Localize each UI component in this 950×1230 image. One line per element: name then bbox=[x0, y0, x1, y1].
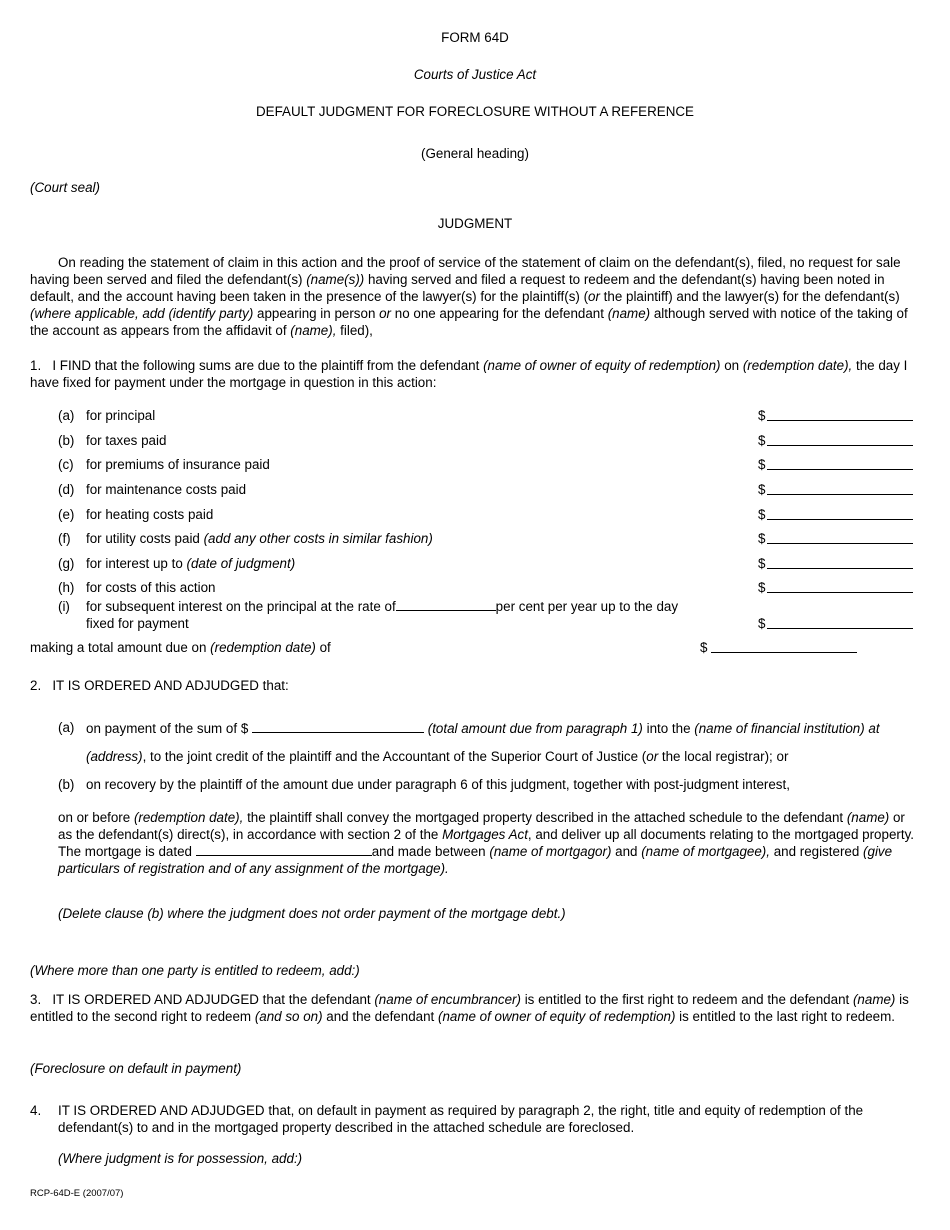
sum-row: (a) for principal $ bbox=[58, 407, 858, 424]
sum-row: (b) for taxes paid $ bbox=[58, 432, 858, 449]
conveyance-paragraph: on or before (redemption date), the plaintiff shall convey the mortgaged property described in the attached schedule to the defendant (name) or as the defendant(s) direct(s), in accordance with section 2 of the Mortgages Act, and deliver up all documents relating to the mortgaged property. The mortgage is dated and made between (name of mortgagor) and (name of mortgagee), and registered (give particulars of registration and of any assignment of the mortgage). bbox=[58, 810, 914, 876]
sum-row: (d) for maintenance costs paid $ bbox=[58, 481, 858, 498]
possession-note: (Where judgment is for possession, add:) bbox=[58, 1151, 303, 1166]
amount-field[interactable] bbox=[767, 543, 913, 544]
amount-field[interactable] bbox=[767, 445, 913, 446]
footer-form-code: RCP-64D-E (2007/07) bbox=[30, 1188, 124, 1199]
intro-paragraph: On reading the statement of claim in this action and the proof of service of the statement of claim on the defendant(s), filed, no request for sale having been served and filed the defendant(s) (name(s)) having served and filed a request to redeem and the defendant(s) having been noted in default, and the account having been taken in the presence of the lawyer(s) for the plaintiff(s) (or the plaintiff) and the lawyer(s) for the defendant(s) (where applicable, add (identify party) appearing in person or no one appearing for the defendant (name) although served with notice of the taking of the account as appears from the affidavit of (name), filed), bbox=[30, 255, 908, 338]
sum-row: (c) for premiums of insurance paid $ bbox=[58, 456, 858, 473]
paragraph-3: 3. IT IS ORDERED AND ADJUDGED that the defendant (name of encumbrancer) is entitled to the first right to redeem and the defendant (name) is entitled to the second right to redeem (and so on) and the defendant (name of owner of equity of redemption) is entitled to the last right to redeem. bbox=[30, 992, 909, 1024]
total-row: making a total amount due on (redemption date) of $ bbox=[30, 639, 860, 656]
payment-sum-field[interactable] bbox=[252, 714, 424, 733]
paragraph-1: 1. I FIND that the following sums are due to the plaintiff from the defendant (name of owner of equity of redemption) on (redemption date), the day I have fixed for payment under the mortgage in question in this action: bbox=[30, 358, 908, 390]
amount-field[interactable] bbox=[767, 519, 913, 520]
multiple-redeem-note: (Where more than one party is entitled to redeem, add:) bbox=[30, 963, 360, 978]
judgment-heading: JUDGMENT bbox=[437, 216, 513, 231]
sum-row: (e) for heating costs paid $ bbox=[58, 506, 858, 523]
mortgage-date-field[interactable] bbox=[196, 843, 372, 856]
sum-row-subsequent-interest: (i) for subsequent interest on the principal at the rate of per cent per year up to the day fixed for payment $ bbox=[58, 598, 858, 632]
sum-row: (f) for utility costs paid (add any other costs in similar fashion) $ bbox=[58, 530, 858, 547]
amount-field[interactable] bbox=[767, 592, 913, 593]
document-title: DEFAULT JUDGMENT FOR FORECLOSURE WITHOUT A REFERENCE bbox=[256, 104, 694, 119]
amount-field[interactable] bbox=[767, 469, 913, 470]
sum-row: (h) for costs of this action $ bbox=[58, 579, 858, 596]
sum-row: (g) for interest up to (date of judgment) $ bbox=[58, 555, 858, 572]
paragraph-2-heading: 2. IT IS ORDERED AND ADJUDGED that: bbox=[30, 678, 289, 693]
amount-field[interactable] bbox=[767, 628, 913, 629]
total-amount-field[interactable] bbox=[711, 652, 857, 653]
general-heading: (General heading) bbox=[421, 146, 529, 161]
amount-field[interactable] bbox=[767, 568, 913, 569]
amount-field[interactable] bbox=[767, 494, 913, 495]
delete-clause-note: (Delete clause (b) where the judgment does not order payment of the mortgage debt.) bbox=[58, 906, 566, 921]
court-seal-note: (Court seal) bbox=[30, 180, 100, 195]
act-name: Courts of Justice Act bbox=[413, 67, 537, 82]
form-title: FORM 64D bbox=[441, 30, 509, 45]
form-page: FORM 64D Courts of Justice Act DEFAULT JUDGMENT FOR FORECLOSURE WITHOUT A REFERENCE (General heading) (Court seal) JUDGMENT On reading the statement of claim in this action and the proof of service of the statement of claim on the defendant(s), filed, no request for sale having been served and filed the defendant(s) (name(s)) having served and filed a request to redeem and the defendant(s) having been noted in default, and the account having been taken in the presence of the lawyer(s) for the plaintiff(s) (or the plaintiff) and the lawyer(s) for the defendant(s) (where applicable, add (identify party) appearing in person or no one appearing for the defendant (name) although served with notice of the taking of the account as appears from the affidavit of (name), filed), 1. I FIND that the following sums are due to the plaintiff from the defendant (name of owner of equity of redemption) on (redemption date), the day I have fixed for payment under the mortgage in question in this action: (a) for principal $ (b) for taxes paid $ (c) for premiums of insurance paid $ (d) for maintenance costs paid $ (e) for heating costs paid $ (f) for utility costs paid (add any other costs in similar fashion) $ (g) for interest up to (date of judgment) $ (h) for costs of this action $ (i) for subsequent interest on the principal at the rate of per cent per year up to the day fixed for payment $ making a total amount due on (redemption date) of $ 2. IT IS ORDERED AND ADJUDGED that: (a) on payment of the sum of $ (total amount due from paragraph 1) into the (name of financial institution) at (address), to the joint credit of the plaintiff and the Accountant of the Superior Court of Justice (or the local registrar); or (b) on recovery by the plaintiff of the amount due under paragraph 6 of this judgment, together with post-judgment interest, on or before (redemption date), the plaintiff shall convey the mortgaged property described in the attached schedule to the defendant (name) or as the defendant(s) direct(s), in accordance with section 2 of the Mortgages Act, and deliver up all documents relating to the mortgaged property. The mortgage is dated and made between (name of mortgagor) and (name of mortgagee), and registered (give particulars of registration and of any assignment of the mortgage). (Delete clause (b) where the judgment does not order payment of the mortgage debt.) (Where more than one party is entitled to redeem, add:) 3. IT IS ORDERED AND ADJUDGED that the defendant (name of encumbrancer) is entitled to the first right to redeem and the defendant (name) is entitled to the second right to redeem (and so on) and the defendant (name of owner of equity of redemption) is entitled to the last right to redeem. (Foreclosure on default in payment) 4. IT IS ORDERED AND ADJUDGED that, on default in payment as required by paragraph 2, the right, title and equity of redemption of the defendant(s) to and in the mortgaged property described in the attached schedule are foreclosed. (Where judgment is for possession, add:) RCP-64D-E (2007/07) bbox=[0, 0, 950, 1230]
interest-rate-field[interactable] bbox=[396, 598, 496, 611]
amount-field[interactable] bbox=[767, 420, 913, 421]
foreclosure-note: (Foreclosure on default in payment) bbox=[30, 1061, 242, 1076]
